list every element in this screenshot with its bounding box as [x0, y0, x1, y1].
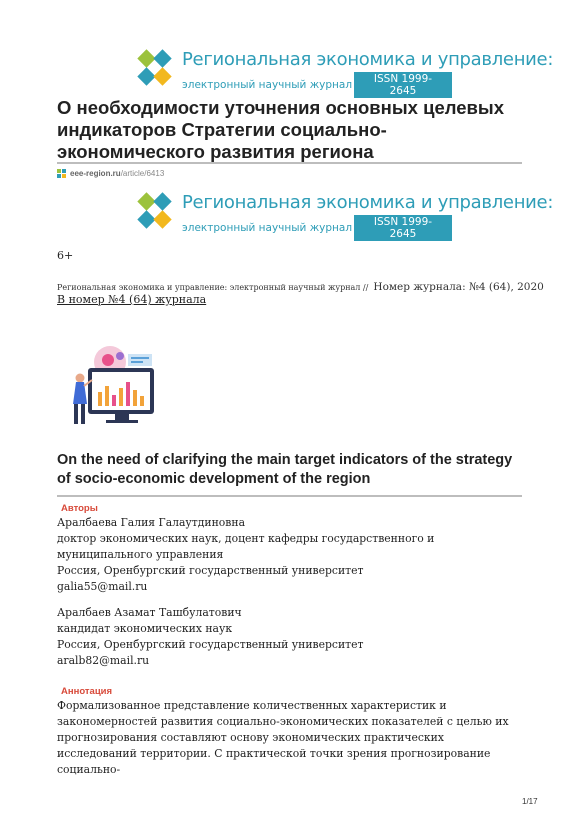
analytics-illustration — [68, 340, 158, 430]
page-number: 1/17 — [522, 797, 538, 806]
logo-subtitle: электронный научный журнал — [182, 79, 353, 91]
logo-issn: ISSN 1999-2645 — [354, 72, 452, 98]
link-icon — [57, 169, 67, 178]
abstract-label: Аннотация — [61, 686, 113, 697]
logo-title-2: Региональная экономика и управление: — [182, 192, 554, 213]
article-title: О необходимости уточнения основных целевых индикаторов Стратегии социально-экономического развития региона — [57, 97, 504, 162]
author-degree: доктор экономических наук, доцент кафедры государственного и муниципального управления — [57, 532, 435, 561]
english-title: On the need of clarifying the main target indicators of the strategy of socio-economic development of the region — [57, 452, 513, 487]
author-affiliation: Россия, Оренбургский государственный университет — [57, 564, 364, 577]
english-title-divider — [57, 495, 522, 497]
source-link[interactable] — [57, 169, 164, 178]
age-rating: 6+ — [57, 249, 74, 262]
authors-label: Авторы — [61, 503, 98, 514]
logo-subtitle-2: электронный научный журнал — [182, 222, 353, 234]
journal-line — [57, 275, 544, 294]
journal-logo-icon-2 — [136, 193, 176, 233]
author-affiliation: Россия, Оренбургский государственный университет — [57, 638, 364, 651]
author-name: Аралбаев Азамат Ташбулатович — [57, 606, 242, 619]
author-degree: кандидат экономических наук — [57, 622, 233, 635]
author-name: Аралбаева Галия Галаутдиновна — [57, 516, 246, 529]
abstract-section — [57, 686, 527, 778]
source-domain[interactable]: eee-region.ru — [70, 169, 121, 178]
author-email: aralb82@mail.ru — [57, 654, 150, 667]
source-path[interactable]: /article/6413 — [120, 169, 165, 178]
abstract-text: Формализованное представление количественных характеристик и закономерностей развития социально-экономических показателей с целью их прогнозирования составляют основу экономических практических исследований территории. С практической точки зрения прогнозирование социально- — [57, 699, 509, 776]
journal-name: Региональная экономика и управление: электронный научный журнал // — [57, 283, 369, 292]
author-block — [57, 515, 527, 595]
authors-section — [57, 503, 527, 669]
author-block — [57, 605, 527, 669]
issue-link[interactable]: В номер №4 (64) журнала — [57, 293, 207, 306]
title-divider — [57, 162, 522, 164]
author-email: galia55@mail.ru — [57, 580, 148, 593]
journal-logo — [136, 193, 553, 241]
logo-issn-2: ISSN 1999-2645 — [354, 215, 452, 241]
journal-logo-icon — [136, 50, 176, 90]
issue-info: Номер журнала: №4 (64), 2020 — [373, 281, 544, 293]
header-logo — [136, 50, 553, 98]
logo-title: Региональная экономика и управление: — [182, 49, 554, 70]
